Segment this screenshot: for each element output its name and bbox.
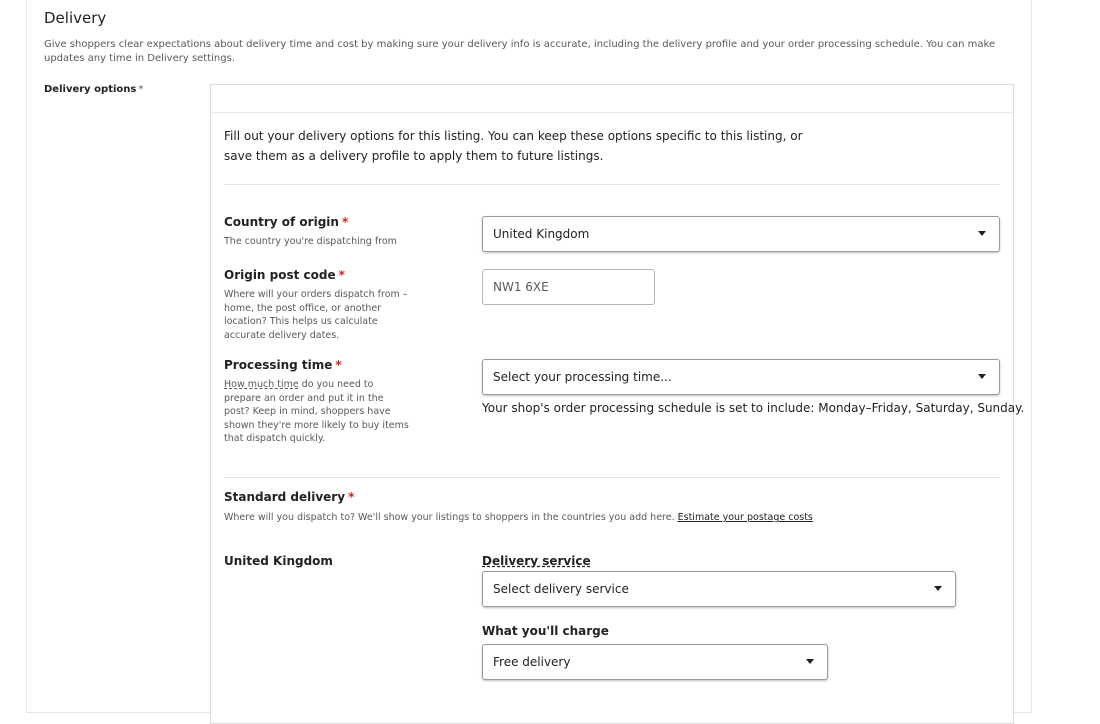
charge-label: What you'll charge [482,624,609,638]
processing-time-help: How much time do you need to prepare an order and put it in the post? Keep in mind, shoppers have shown they're more likely to buy items that dispatch quickly. [224,379,409,444]
delivery-service-value: Select delivery service [493,582,629,596]
delivery-service-select[interactable] [482,571,956,607]
divider [224,477,1000,478]
chevron-down-icon [934,586,942,591]
chevron-down-icon [806,659,814,664]
country-of-origin-help: The country you're dispatching from [224,236,397,247]
processing-time-select[interactable] [482,359,1000,395]
delivery-country-name: United Kingdom [224,554,333,568]
processing-time-label: Processing time * [224,358,342,372]
delivery-service-label[interactable]: Delivery service [482,554,591,568]
options-box-header [211,85,1013,113]
standard-delivery-help: Where will you dispatch to? We'll show your listings to shoppers in the countries you add here. Estimate your postage costs [224,512,813,523]
origin-post-code-placeholder: NW1 6XE [493,280,549,294]
processing-time-tooltip[interactable]: How much time [224,379,299,390]
section-title: Delivery [44,9,107,27]
standard-delivery-label: Standard delivery * [224,490,355,504]
country-of-origin-value: United Kingdom [493,227,590,241]
country-of-origin-select[interactable] [482,216,1000,252]
section-description: Give shoppers clear expectations about delivery time and cost by making sure your delivery info is accurate, including the delivery profile and your order processing schedule. You can make updates any time in Delivery settings. [44,39,996,64]
estimate-postage-link[interactable]: Estimate your postage costs [677,512,813,523]
origin-post-code-label: Origin post code * [224,268,345,282]
origin-post-code-help: Where will your orders dispatch from – home, the post office, or another location? This helps us calculate accurate delivery dates. [224,289,408,341]
processing-schedule-note: Your shop's order processing schedule is set to include: Monday–Friday, Saturday, Sunday. [482,401,1025,415]
origin-post-code-input[interactable] [482,269,655,305]
chevron-down-icon [978,231,986,236]
country-of-origin-label: Country of origin * [224,215,349,229]
charge-value: Free delivery [493,655,571,669]
charge-select[interactable] [482,644,828,680]
delivery-options-intro: Fill out your delivery options for this listing. You can keep these options specific to this listing, or save them as a delivery profile to apply them to future listings. [224,129,803,163]
processing-time-value: Select your processing time... [493,370,672,384]
chevron-down-icon [978,374,986,379]
delivery-options-label: Delivery options * [44,84,144,95]
divider [224,184,1000,185]
